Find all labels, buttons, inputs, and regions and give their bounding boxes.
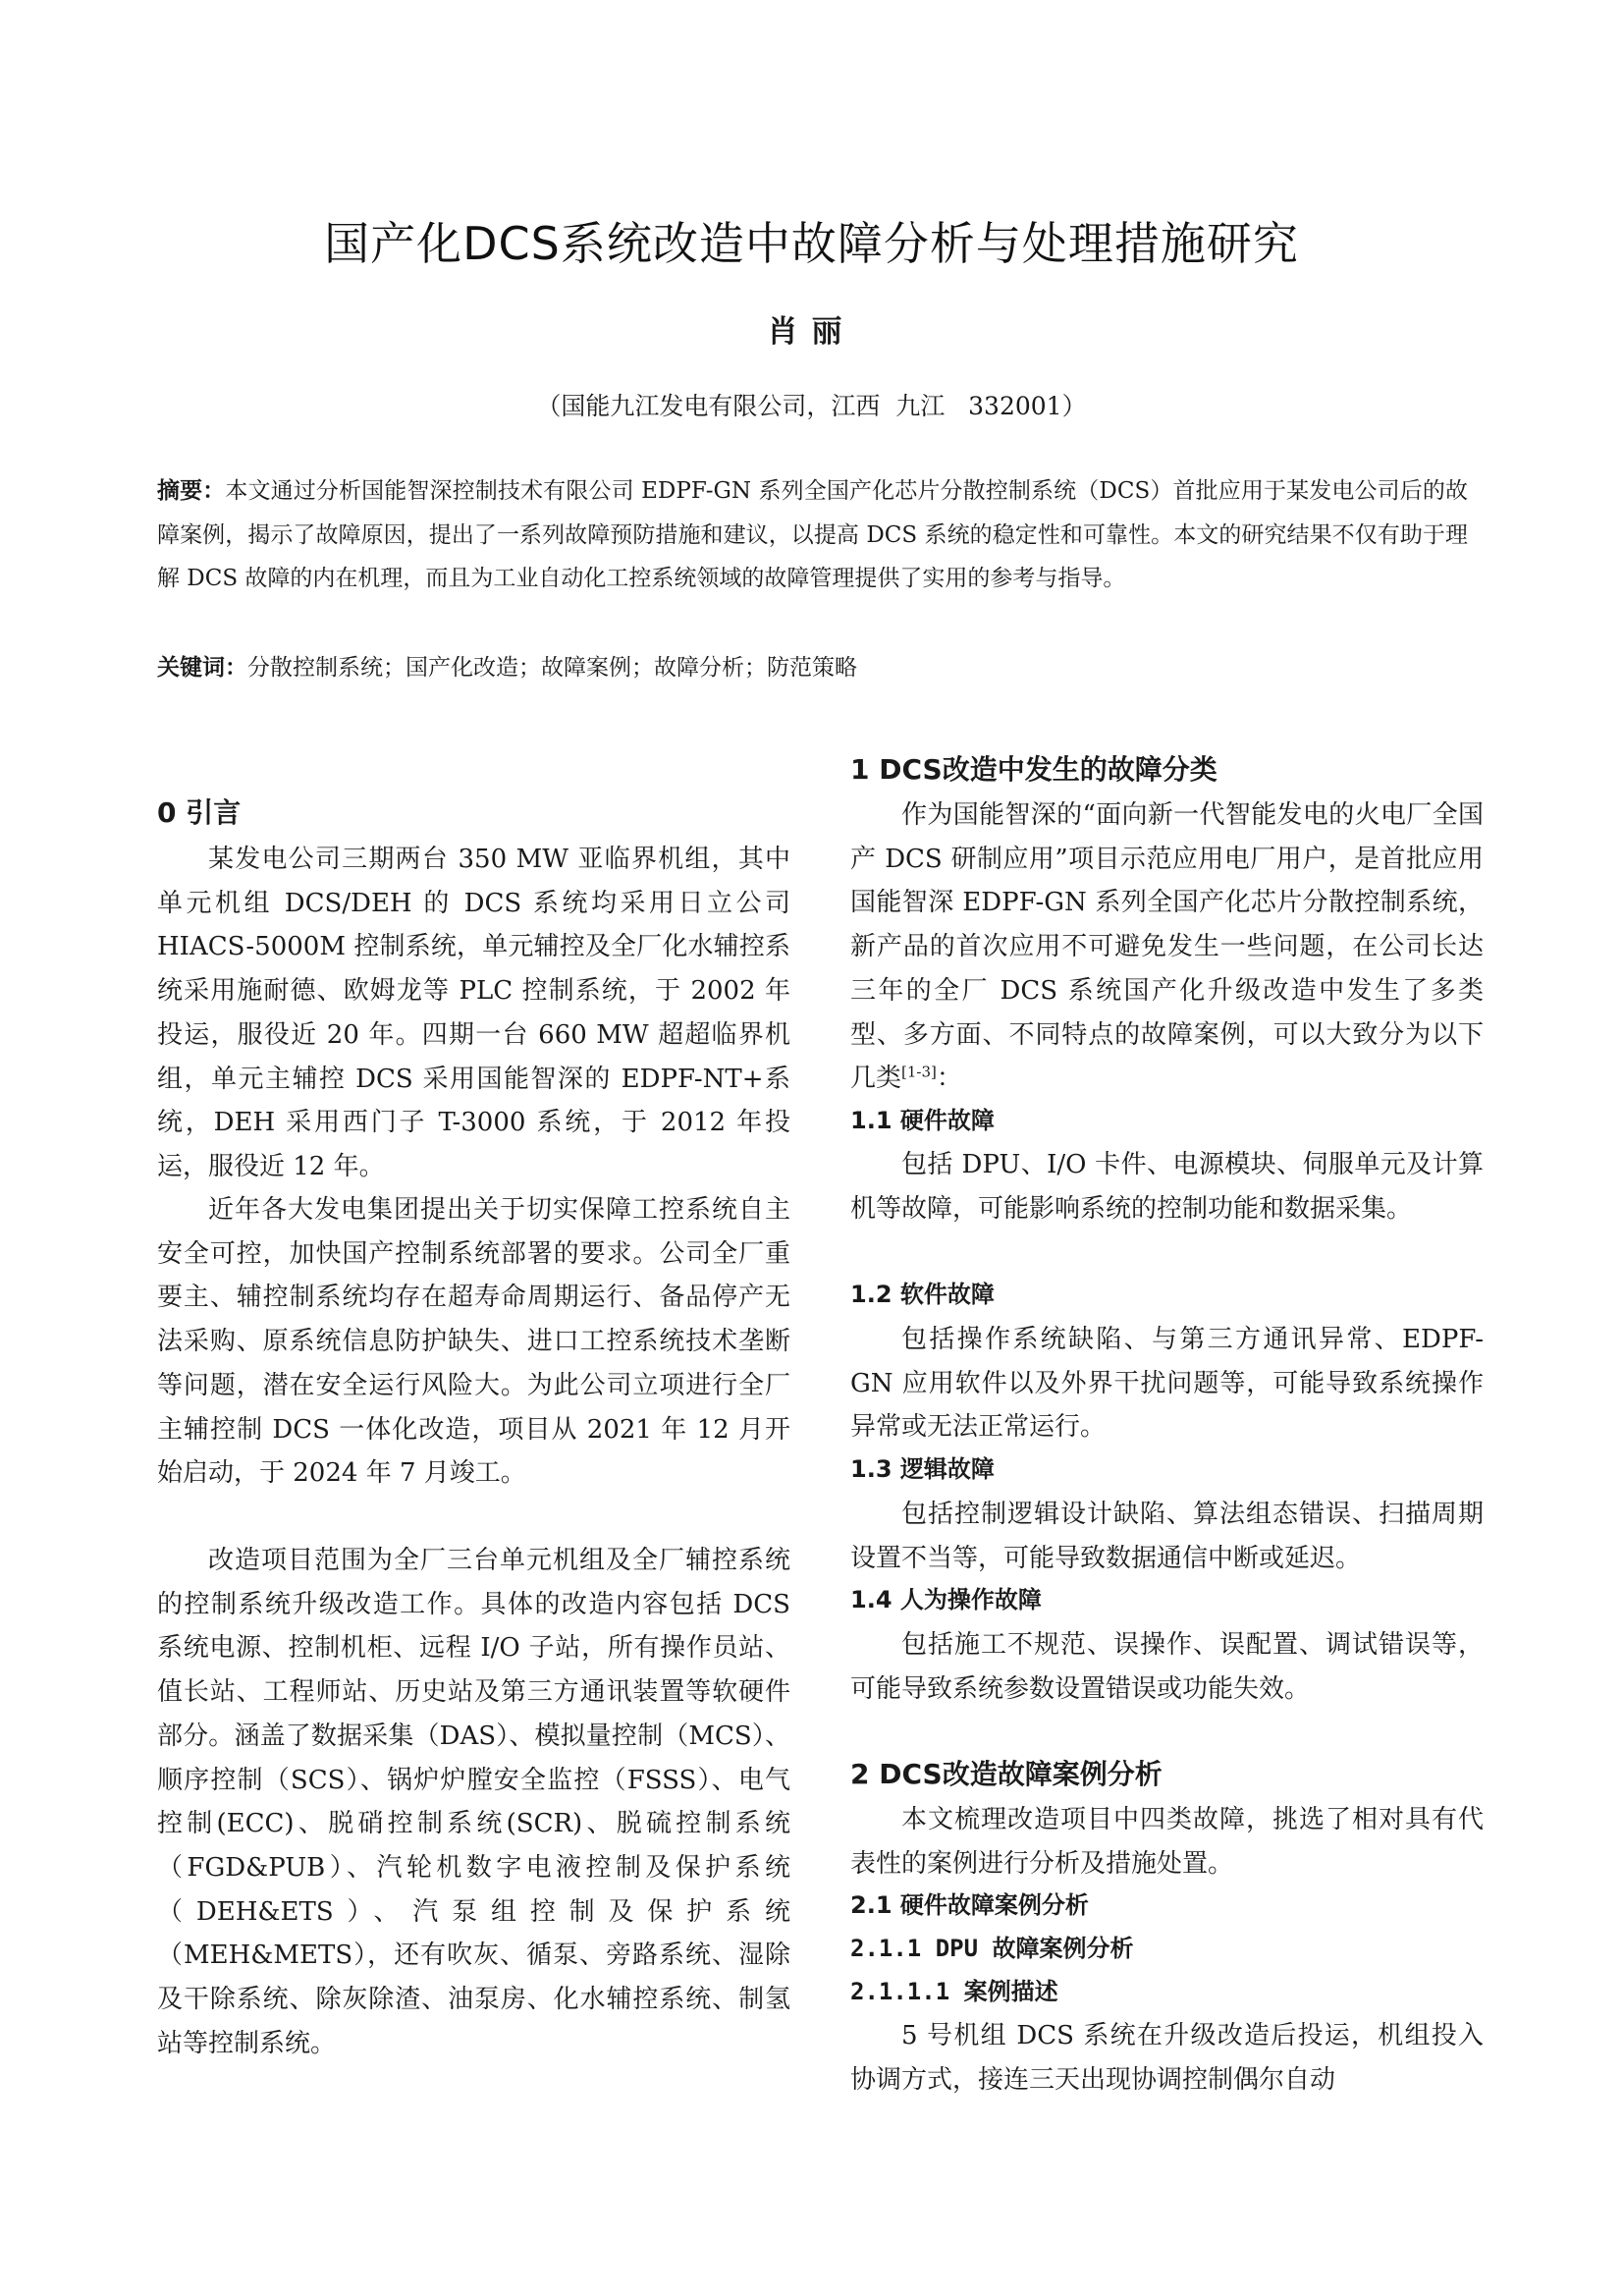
author-affiliation: （国能九江发电有限公司，江西 九江 332001）	[536, 392, 1087, 420]
intro-paragraph-2: 近年各大发电集团提出关于切实保障工控系统自主安全可控，加快国产控制系统部署的要求。公司全厂重要主、辅控制系统均存在超寿命周期运行、备品停产无法采购、原系统信息防护缺失、进口工控系统技术垄断等问题，潜在安全运行风险大。为此公司立项进行全厂主辅控制 DCS 一体化改造，项目从 2021 年 12 月开始启动，于 2024 年 7 月竣工。	[157, 1195, 790, 1489]
abstract-label: 摘要：	[157, 478, 226, 504]
subsection-1-4-text: 包括施工不规范、误操作、误配置、调试错误等，可能导致系统参数设置错误或功能失效。	[850, 1630, 1484, 1704]
section-1-paragraph-end: ：	[936, 1064, 962, 1094]
abstract-text: 本文通过分析国能智深控制技术有限公司 EDPF-GN 系列全国产化芯片分散控制系统（DCS）首批应用于某发电公司后的故障案例，揭示了故障原因，提出了一系列故障预防措施和建议，以提高 DCS 系统的稳定性和可靠性。本文的研究结果不仅有助于理解 DCS 故障的内在机理，而且为工业自动化工控系统领域的故障管理提供了实用的参考与指导。	[157, 478, 1468, 591]
subsection-1-2-heading: 1.2 软件故障	[850, 1281, 995, 1308]
section-0-heading: 0 引言	[157, 796, 242, 829]
subsection-2-1-1-1-heading: 2.1.1.1 案例描述	[850, 1978, 1058, 2005]
subsection-1-3-heading: 1.3 逻辑故障	[850, 1455, 995, 1483]
subsection-1-1-text: 包括 DPU、I/O 卡件、电源模块、伺服单元及计算机等故障，可能影响系统的控制功能和数据采集。	[850, 1150, 1484, 1224]
abstract	[157, 469, 1468, 601]
intro-paragraph-1: 某发电公司三期两台 350 MW 亚临界机组，其中单元机组 DCS/DEH 的 DCS 系统均采用日立公司 HIACS-5000M 控制系统，单元辅控及全厂化水辅控系统采用施耐德、欧姆龙等 PLC 控制系统，于 2002 年投运，服役近 20 年。四期一台 660 MW 超超临界机组，单元主辅控 DCS 采用国能智深的 EDPF-NT+系统，DEH 采用西门子 T-3000 系统，于 2012 年投运，服役近 12 年。	[157, 845, 790, 1181]
keywords-label: 关键词：	[157, 655, 247, 681]
section-1-paragraph	[850, 793, 1484, 1101]
keywords-text: 分散控制系统；国产化改造；故障案例；故障分析；防范策略	[247, 655, 857, 681]
author-name: 肖丽	[767, 314, 856, 350]
case-description-text: 5 号机组 DCS 系统在升级改造后投运，机组投入协调方式，接连三天出现协调控制偶尔自动	[850, 2021, 1484, 2095]
section-1-paragraph-text: 作为国能智深的“面向新一代智能发电的火电厂全国产 DCS 研制应用”项目示范应用电厂用户，是首批应用国能智深 EDPF-GN 系列全国产化芯片分散控制系统，新产品的首次应用不可避免发生一些问题，在公司长达三年的全厂 DCS 系统国产化升级改造中发生了多类型、多方面、不同特点的故障案例，可以大致分为以下几类	[850, 800, 1484, 1094]
subsection-2-1-1-heading: 2.1.1 DPU 故障案例分析	[850, 1935, 1134, 1962]
subsection-1-1-heading: 1.1 硬件故障	[850, 1107, 995, 1134]
subsection-1-4-heading: 1.4 人为操作故障	[850, 1586, 1042, 1613]
subsection-1-2-text: 包括操作系统缺陷、与第三方通讯异常、EDPF-GN 应用软件以及外界干扰问题等，可能导致系统操作异常或无法正常运行。	[850, 1325, 1484, 1443]
section-2-text: 本文梳理改造项目中四类故障，挑选了相对具有代表性的案例进行分析及措施处置。	[850, 1805, 1484, 1879]
keywords	[157, 646, 1468, 689]
subsection-2-1-heading: 2.1 硬件故障案例分析	[850, 1891, 1089, 1919]
subsection-1-3-text: 包括控制逻辑设计缺陷、算法组态错误、扫描周期设置不当等，可能导致数据通信中断或延迟。	[850, 1500, 1484, 1573]
section-1-heading: 1 DCS改造中发生的故障分类	[850, 753, 1217, 786]
section-2-heading: 2 DCS改造故障案例分析	[850, 1758, 1163, 1790]
citation-1-3: [1-3]	[901, 1063, 937, 1081]
paper-title: 国产化DCS系统改造中故障分析与处理措施研究	[324, 217, 1299, 270]
intro-paragraph-3: 改造项目范围为全厂三台单元机组及全厂辅控系统的控制系统升级改造工作。具体的改造内容包括 DCS 系统电源、控制机柜、远程 I/O 子站，所有操作员站、值长站、工程师站、历史站及第三方通讯装置等软硬件部分。涵盖了数据采集（DAS）、模拟量控制（MCS）、顺序控制（SCS）、锅炉炉膛安全监控（FSSS）、电气控制(ECC)、脱硝控制系统(SCR)、脱硫控制系统（FGD&PUB）、汽轮机数字电液控制及保护系统（DEH&ETS）、汽泵组控制及保护系统（MEH&METS），还有吹灰、循泵、旁路系统、湿除及干除系统、除灰除渣、油泵房、化水辅控系统、制氢站等控制系统。	[157, 1546, 790, 2058]
